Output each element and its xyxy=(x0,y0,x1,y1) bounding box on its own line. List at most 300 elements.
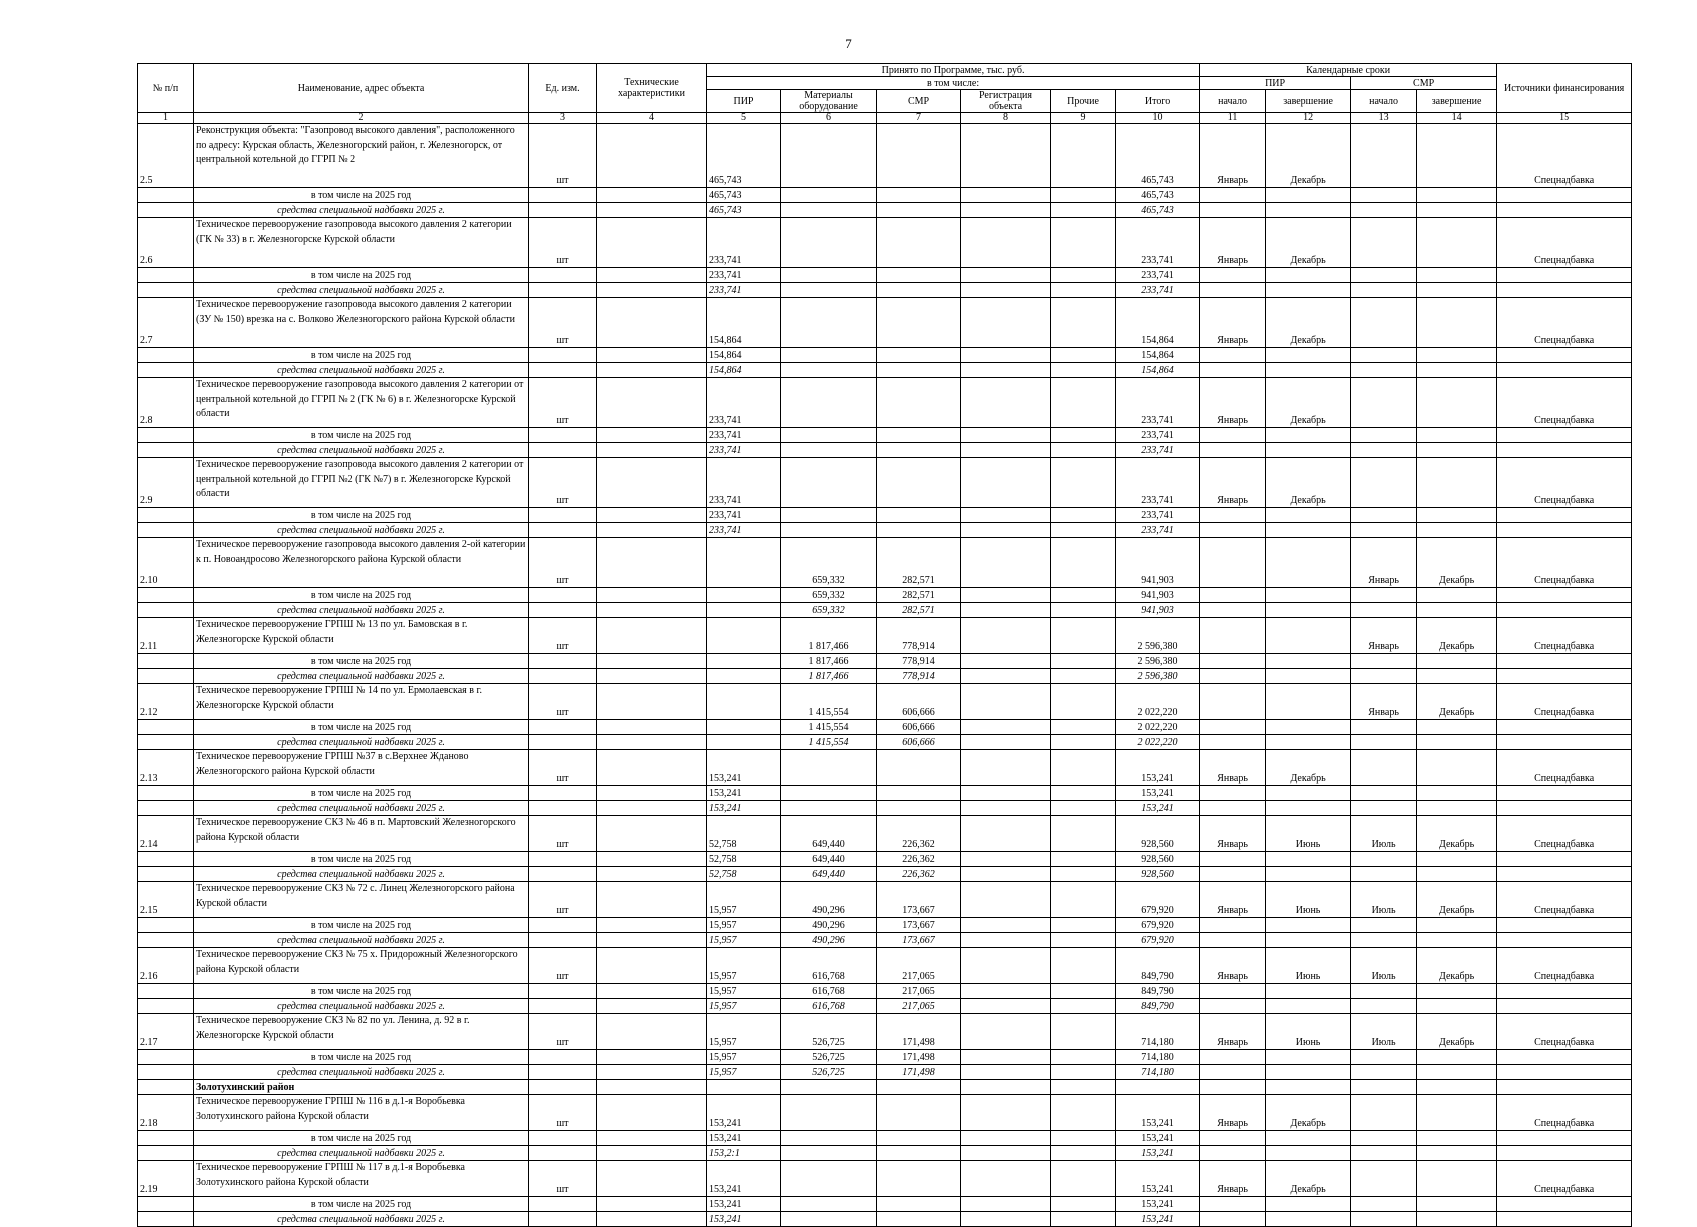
pir-end-cell: Декабрь xyxy=(1266,750,1351,786)
pir-cell: 154,864 xyxy=(707,348,781,363)
materials-cell xyxy=(781,363,877,378)
unit-cell xyxy=(529,508,597,523)
object-name: Техническое перевооружение ГРПШ № 14 по ул. Ермолаевская в г. Железногорске Курской области xyxy=(194,684,529,720)
materials-cell: 490,296 xyxy=(781,933,877,948)
registration-cell xyxy=(961,1065,1051,1080)
object-row xyxy=(138,882,1632,918)
other-cell xyxy=(1051,654,1116,669)
materials-cell xyxy=(781,1146,877,1161)
empty-cell xyxy=(1351,603,1417,618)
object-row xyxy=(138,684,1632,720)
materials-cell: 526,725 xyxy=(781,1065,877,1080)
pir-cell: 52,758 xyxy=(707,852,781,867)
row-number: 2.14 xyxy=(138,816,194,852)
empty-cell xyxy=(1200,348,1266,363)
materials-cell: 1 817,466 xyxy=(781,669,877,684)
empty-cell xyxy=(1266,1212,1351,1227)
empty-cell xyxy=(1417,523,1497,538)
pir-cell xyxy=(707,684,781,720)
other-cell xyxy=(1051,801,1116,816)
registration-cell xyxy=(961,669,1051,684)
source-cell: Спецнадбавка xyxy=(1497,378,1632,428)
empty-cell xyxy=(1497,1212,1632,1227)
header-including: в том числе: xyxy=(707,77,1200,90)
year-subtotal-row xyxy=(138,508,1632,523)
header-materials: Материалы оборудование xyxy=(781,90,877,113)
unit-cell: шт xyxy=(529,618,597,654)
registration-cell xyxy=(961,867,1051,882)
empty-cell xyxy=(1351,720,1417,735)
unit-cell: шт xyxy=(529,684,597,720)
pir-cell: 233,741 xyxy=(707,443,781,458)
tech-cell xyxy=(597,268,707,283)
subtotal-label: в том числе на 2025 год xyxy=(194,188,529,203)
registration-cell xyxy=(961,523,1051,538)
pir-cell: 15,957 xyxy=(707,1014,781,1050)
pir-cell: 233,741 xyxy=(707,523,781,538)
unit-cell xyxy=(529,363,597,378)
empty-cell xyxy=(1417,867,1497,882)
smr-cell: 173,667 xyxy=(877,882,961,918)
materials-cell xyxy=(781,443,877,458)
object-row xyxy=(138,1161,1632,1197)
pir-start-cell: Январь xyxy=(1200,750,1266,786)
subtotal-label: средства специальной надбавки 2025 г. xyxy=(194,669,529,684)
tech-cell xyxy=(597,124,707,188)
table-body xyxy=(138,124,1632,1227)
object-row xyxy=(138,750,1632,786)
empty-cell xyxy=(1351,1131,1417,1146)
total-cell: 928,560 xyxy=(1116,852,1200,867)
subtotal-label: средства специальной надбавки 2025 г. xyxy=(194,203,529,218)
materials-cell: 616,768 xyxy=(781,984,877,999)
smr-cell xyxy=(877,1146,961,1161)
registration-cell xyxy=(961,654,1051,669)
empty-cell xyxy=(1417,801,1497,816)
pir-end-cell: Декабрь xyxy=(1266,298,1351,348)
empty-cell xyxy=(1497,984,1632,999)
pir-end-cell: Декабрь xyxy=(1266,458,1351,508)
empty-cell xyxy=(1200,588,1266,603)
pir-start-cell: Январь xyxy=(1200,298,1266,348)
registration-cell xyxy=(961,283,1051,298)
empty-cell xyxy=(1266,1065,1351,1080)
empty-cell xyxy=(1497,933,1632,948)
registration-cell xyxy=(961,428,1051,443)
column-index-cell: 10 xyxy=(1116,113,1200,124)
special-fund-row xyxy=(138,933,1632,948)
other-cell xyxy=(1051,984,1116,999)
empty-cell xyxy=(1497,348,1632,363)
special-fund-row xyxy=(138,203,1632,218)
subtotal-label: средства специальной надбавки 2025 г. xyxy=(194,363,529,378)
tech-cell xyxy=(597,603,707,618)
source-cell: Спецнадбавка xyxy=(1497,816,1632,852)
row-number xyxy=(138,428,194,443)
total-cell: 153,241 xyxy=(1116,786,1200,801)
registration-cell xyxy=(961,984,1051,999)
total-cell: 849,790 xyxy=(1116,948,1200,984)
pir-cell: 465,743 xyxy=(707,203,781,218)
empty-cell xyxy=(1497,188,1632,203)
smr-start-cell: Январь xyxy=(1351,684,1417,720)
row-number: 2.9 xyxy=(138,458,194,508)
subtotal-label: в том числе на 2025 год xyxy=(194,428,529,443)
pir-cell: 233,741 xyxy=(707,268,781,283)
empty-cell xyxy=(1497,801,1632,816)
empty-cell xyxy=(1497,603,1632,618)
row-number xyxy=(138,348,194,363)
empty-cell xyxy=(1200,508,1266,523)
special-fund-row xyxy=(138,801,1632,816)
row-number: 2.15 xyxy=(138,882,194,918)
empty-cell xyxy=(1351,735,1417,750)
empty-cell xyxy=(1351,933,1417,948)
row-number xyxy=(138,363,194,378)
total-cell: 928,560 xyxy=(1116,867,1200,882)
empty-cell xyxy=(1266,852,1351,867)
smr-end-cell: Декабрь xyxy=(1417,1014,1497,1050)
smr-cell xyxy=(877,1161,961,1197)
empty-cell xyxy=(1200,933,1266,948)
materials-cell xyxy=(781,801,877,816)
unit-cell: шт xyxy=(529,816,597,852)
registration-cell xyxy=(961,1131,1051,1146)
empty-cell xyxy=(1497,523,1632,538)
registration-cell xyxy=(961,298,1051,348)
smr-cell xyxy=(877,1131,961,1146)
total-cell: 2 596,380 xyxy=(1116,618,1200,654)
empty-cell xyxy=(1417,588,1497,603)
materials-cell xyxy=(781,1197,877,1212)
column-index-cell: 1 xyxy=(138,113,194,124)
pir-cell: 15,957 xyxy=(707,948,781,984)
object-name: Техническое перевооружение газопровода высокого давления 2 категории (ГК № 33) в г. Железногорске Курской области xyxy=(194,218,529,268)
column-index-cell: 11 xyxy=(1200,113,1266,124)
smr-end-cell: Декабрь xyxy=(1417,684,1497,720)
materials-cell xyxy=(781,188,877,203)
smr-cell xyxy=(877,378,961,428)
materials-cell xyxy=(781,1212,877,1227)
empty-cell xyxy=(1497,1146,1632,1161)
pir-cell: 52,758 xyxy=(707,867,781,882)
pir-cell: 15,957 xyxy=(707,918,781,933)
row-number: 2.13 xyxy=(138,750,194,786)
smr-cell: 778,914 xyxy=(877,654,961,669)
smr-cell: 173,667 xyxy=(877,933,961,948)
empty-cell xyxy=(1497,786,1632,801)
smr-cell: 606,666 xyxy=(877,684,961,720)
smr-cell: 171,498 xyxy=(877,1014,961,1050)
object-name: Реконструкция объекта: "Газопровод высокого давления", расположенного по адресу: Курская область, Железногорский район, г. Железногорск, от центральной котельной до ГГРП № 2 xyxy=(194,124,529,188)
smr-cell xyxy=(877,188,961,203)
empty-cell xyxy=(1351,188,1417,203)
empty-cell xyxy=(1351,867,1417,882)
subtotal-label: средства специальной надбавки 2025 г. xyxy=(194,443,529,458)
empty-cell xyxy=(1417,1212,1497,1227)
row-number xyxy=(138,508,194,523)
empty-cell xyxy=(1266,1080,1351,1095)
unit-cell: шт xyxy=(529,1014,597,1050)
pir-cell: 153,241 xyxy=(707,1212,781,1227)
tech-cell xyxy=(597,933,707,948)
row-number xyxy=(138,669,194,684)
empty-cell xyxy=(1351,852,1417,867)
empty-cell xyxy=(1497,1065,1632,1080)
empty-cell xyxy=(1417,1050,1497,1065)
row-number: 2.17 xyxy=(138,1014,194,1050)
empty-cell xyxy=(1266,867,1351,882)
source-cell: Спецнадбавка xyxy=(1497,218,1632,268)
empty-cell xyxy=(1266,188,1351,203)
column-index-cell: 13 xyxy=(1351,113,1417,124)
tech-cell xyxy=(597,1065,707,1080)
tech-cell xyxy=(597,1146,707,1161)
object-row xyxy=(138,218,1632,268)
pir-cell: 153,241 xyxy=(707,801,781,816)
empty-cell xyxy=(1200,363,1266,378)
empty-cell xyxy=(1051,1080,1116,1095)
program-table xyxy=(137,63,1632,1227)
empty-cell xyxy=(1266,999,1351,1014)
total-cell: 2 022,220 xyxy=(1116,720,1200,735)
other-cell xyxy=(1051,918,1116,933)
pir-start-cell: Январь xyxy=(1200,1014,1266,1050)
empty-cell xyxy=(1497,283,1632,298)
pir-cell: 153,241 xyxy=(707,1161,781,1197)
smr-end-cell: Декабрь xyxy=(1417,882,1497,918)
materials-cell: 1 415,554 xyxy=(781,684,877,720)
subtotal-label: средства специальной надбавки 2025 г. xyxy=(194,801,529,816)
smr-cell: 171,498 xyxy=(877,1050,961,1065)
total-cell: 153,241 xyxy=(1116,750,1200,786)
row-number: 2.7 xyxy=(138,298,194,348)
unit-cell xyxy=(529,203,597,218)
tech-cell xyxy=(597,720,707,735)
unit-cell xyxy=(529,523,597,538)
column-index-cell: 14 xyxy=(1417,113,1497,124)
pir-cell: 15,957 xyxy=(707,984,781,999)
year-subtotal-row xyxy=(138,786,1632,801)
pir-cell: 154,864 xyxy=(707,298,781,348)
smr-end-cell xyxy=(1417,378,1497,428)
smr-cell: 226,362 xyxy=(877,852,961,867)
empty-cell xyxy=(1266,603,1351,618)
pir-start-cell: Январь xyxy=(1200,124,1266,188)
unit-cell xyxy=(529,1146,597,1161)
smr-start-cell xyxy=(1351,378,1417,428)
registration-cell xyxy=(961,378,1051,428)
other-cell xyxy=(1051,867,1116,882)
materials-cell: 616,768 xyxy=(781,948,877,984)
materials-cell: 1 817,466 xyxy=(781,618,877,654)
subtotal-label: в том числе на 2025 год xyxy=(194,852,529,867)
row-number xyxy=(138,1212,194,1227)
empty-cell xyxy=(1116,1080,1200,1095)
row-number xyxy=(138,852,194,867)
object-name: Техническое перевооружение газопровода высокого давления 2 категории от центральной котельной до ГГРП № 2 (ГК № 6) в г. Железногорске Курской области xyxy=(194,378,529,428)
source-cell: Спецнадбавка xyxy=(1497,1095,1632,1131)
column-index-cell: 3 xyxy=(529,113,597,124)
registration-cell xyxy=(961,618,1051,654)
total-cell: 2 596,380 xyxy=(1116,654,1200,669)
smr-start-cell xyxy=(1351,298,1417,348)
unit-cell xyxy=(529,428,597,443)
special-fund-row xyxy=(138,999,1632,1014)
other-cell xyxy=(1051,933,1116,948)
subtotal-label: в том числе на 2025 год xyxy=(194,508,529,523)
tech-cell xyxy=(597,867,707,882)
column-index-cell: 2 xyxy=(194,113,529,124)
empty-cell xyxy=(1266,203,1351,218)
pir-end-cell: Декабрь xyxy=(1266,218,1351,268)
pir-cell xyxy=(707,538,781,588)
smr-cell: 217,065 xyxy=(877,999,961,1014)
unit-cell xyxy=(529,852,597,867)
smr-cell: 606,666 xyxy=(877,735,961,750)
row-number xyxy=(138,523,194,538)
other-cell xyxy=(1051,218,1116,268)
empty-cell xyxy=(1266,283,1351,298)
page-number: 7 xyxy=(845,36,852,51)
registration-cell xyxy=(961,801,1051,816)
empty-cell xyxy=(1497,867,1632,882)
row-number: 2.5 xyxy=(138,124,194,188)
unit-cell xyxy=(529,1212,597,1227)
empty-cell xyxy=(1200,523,1266,538)
empty-cell xyxy=(1497,588,1632,603)
pir-end-cell xyxy=(1266,538,1351,588)
object-row xyxy=(138,298,1632,348)
other-cell xyxy=(1051,669,1116,684)
special-fund-row xyxy=(138,1146,1632,1161)
empty-cell xyxy=(1200,203,1266,218)
registration-cell xyxy=(961,1146,1051,1161)
empty-cell xyxy=(1417,443,1497,458)
materials-cell: 1 415,554 xyxy=(781,720,877,735)
empty-cell xyxy=(1351,443,1417,458)
empty-cell xyxy=(1200,735,1266,750)
object-row xyxy=(138,124,1632,188)
registration-cell xyxy=(961,999,1051,1014)
pir-end-cell: Июнь xyxy=(1266,882,1351,918)
empty-cell xyxy=(1417,508,1497,523)
smr-cell xyxy=(877,786,961,801)
pir-start-cell: Январь xyxy=(1200,1095,1266,1131)
tech-cell xyxy=(597,684,707,720)
row-number: 2.18 xyxy=(138,1095,194,1131)
empty-cell xyxy=(1497,1080,1632,1095)
other-cell xyxy=(1051,268,1116,283)
empty-cell xyxy=(961,1080,1051,1095)
other-cell xyxy=(1051,538,1116,588)
pir-end-cell: Декабрь xyxy=(1266,1095,1351,1131)
other-cell xyxy=(1051,816,1116,852)
other-cell xyxy=(1051,1095,1116,1131)
empty-cell xyxy=(1497,999,1632,1014)
smr-start-cell: Июль xyxy=(1351,948,1417,984)
other-cell xyxy=(1051,348,1116,363)
pir-cell: 233,741 xyxy=(707,428,781,443)
empty-cell xyxy=(1417,852,1497,867)
registration-cell xyxy=(961,188,1051,203)
smr-start-cell xyxy=(1351,750,1417,786)
other-cell xyxy=(1051,443,1116,458)
object-name: Техническое перевооружение СКЗ № 72 с. Линец Железногорского района Курской области xyxy=(194,882,529,918)
pir-cell: 233,741 xyxy=(707,378,781,428)
subtotal-label: в том числе на 2025 год xyxy=(194,1197,529,1212)
other-cell xyxy=(1051,750,1116,786)
smr-cell xyxy=(877,428,961,443)
special-fund-row xyxy=(138,735,1632,750)
smr-cell xyxy=(877,750,961,786)
smr-end-cell xyxy=(1417,124,1497,188)
total-cell: 153,241 xyxy=(1116,1197,1200,1212)
total-cell: 153,241 xyxy=(1116,1131,1200,1146)
special-fund-row xyxy=(138,669,1632,684)
subtotal-label: средства специальной надбавки 2025 г. xyxy=(194,1065,529,1080)
district-row xyxy=(138,1080,1632,1095)
empty-cell xyxy=(1200,801,1266,816)
row-number xyxy=(138,283,194,298)
row-number xyxy=(138,801,194,816)
unit-cell: шт xyxy=(529,948,597,984)
unit-cell: шт xyxy=(529,218,597,268)
empty-cell xyxy=(1266,348,1351,363)
empty-cell xyxy=(1200,1212,1266,1227)
year-subtotal-row xyxy=(138,348,1632,363)
smr-start-cell xyxy=(1351,1161,1417,1197)
header-num: № п/п xyxy=(138,64,194,113)
pir-cell: 153,241 xyxy=(707,1095,781,1131)
empty-cell xyxy=(1266,268,1351,283)
row-number xyxy=(138,918,194,933)
materials-cell: 1 415,554 xyxy=(781,735,877,750)
subtotal-label: средства специальной надбавки 2025 г. xyxy=(194,999,529,1014)
empty-cell xyxy=(1200,999,1266,1014)
empty-cell xyxy=(1417,188,1497,203)
empty-cell xyxy=(1351,1050,1417,1065)
other-cell xyxy=(1051,684,1116,720)
empty-cell xyxy=(1417,363,1497,378)
header-pir-end: завершение xyxy=(1266,90,1351,113)
empty-cell xyxy=(1266,1146,1351,1161)
smr-start-cell: Июль xyxy=(1351,1014,1417,1050)
empty-cell xyxy=(1200,268,1266,283)
column-index-cell: 15 xyxy=(1497,113,1632,124)
object-row xyxy=(138,378,1632,428)
other-cell xyxy=(1051,1014,1116,1050)
empty-cell xyxy=(1200,1131,1266,1146)
pir-cell xyxy=(707,669,781,684)
empty-cell xyxy=(877,1080,961,1095)
empty-cell xyxy=(1200,283,1266,298)
empty-cell xyxy=(1417,669,1497,684)
empty-cell xyxy=(1266,508,1351,523)
empty-cell xyxy=(1417,203,1497,218)
total-cell: 154,864 xyxy=(1116,298,1200,348)
materials-cell: 526,725 xyxy=(781,1014,877,1050)
registration-cell xyxy=(961,1014,1051,1050)
row-number xyxy=(138,603,194,618)
total-cell: 154,864 xyxy=(1116,348,1200,363)
header-accepted: Принято по Программе, тыс. руб. xyxy=(707,64,1200,77)
pir-cell: 233,741 xyxy=(707,283,781,298)
object-name: Техническое перевооружение СКЗ № 75 х. Придорожный Железногорского района Курской области xyxy=(194,948,529,984)
smr-cell: 171,498 xyxy=(877,1065,961,1080)
smr-end-cell: Декабрь xyxy=(1417,538,1497,588)
empty-cell xyxy=(1497,203,1632,218)
